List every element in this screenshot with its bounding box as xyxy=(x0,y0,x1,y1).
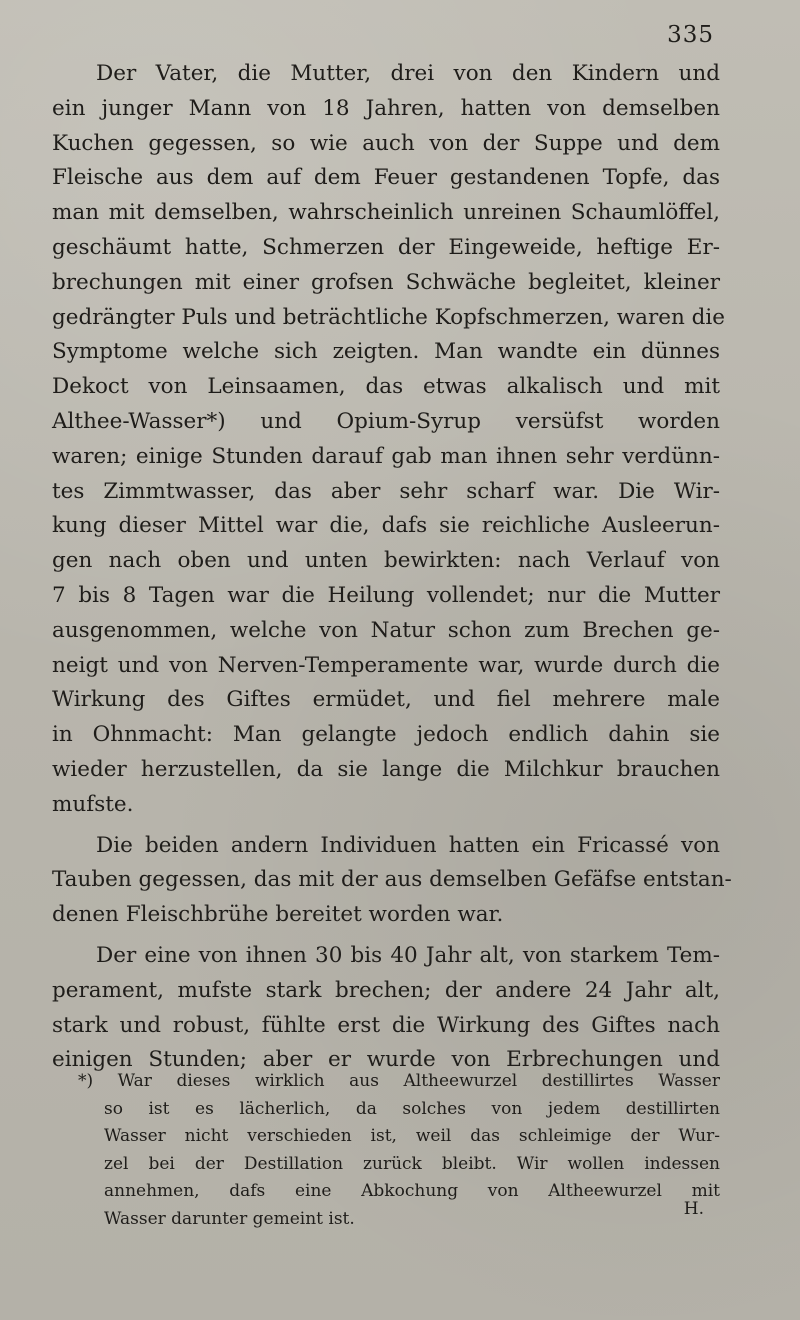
text-line: Symptome welche sich zeigten. Man wandte ein dünnes xyxy=(52,339,720,365)
text-line: tes Zimmtwasser, das aber sehr scharf war. Die Wir- xyxy=(52,478,720,504)
text-line: Kuchen gegessen, so wie auch von der Suppe und dem xyxy=(52,130,720,156)
text-line: Dekoct von Leinsaamen, das etwas alkalisch und mit xyxy=(52,374,720,400)
footnote-line: zel bei der Destillation zurück bleibt. Wir wollen indessen xyxy=(104,1153,720,1174)
text-line: kung dieser Mittel war die, dafs sie reichliche Ausleerun- xyxy=(52,513,720,539)
text-line: geschäumt hatte, Schmerzen der Eingeweide, heftige Er- xyxy=(52,234,720,260)
text-line: Wirkung des Giftes ermüdet, und fiel mehrere male xyxy=(52,687,720,713)
text-line: Tauben gegessen, das mit der aus demselben Gefäfse entstan- xyxy=(52,867,732,893)
text-line: gedrängter Puls und beträchtliche Kopfschmerzen, waren die xyxy=(52,304,726,330)
main-text xyxy=(52,57,732,1078)
text-line: mufste. xyxy=(52,791,134,817)
text-line: neigt und von Nerven-Temperamente war, wurde durch die xyxy=(52,652,720,678)
text-line: brechungen mit einer grofsen Schwäche begleitet, kleiner xyxy=(52,269,720,295)
text-line: ausgenommen, welche von Natur schon zum Brechen ge- xyxy=(52,617,720,643)
text-line: gen nach oben und unten bewirkten: nach Verlauf von xyxy=(52,548,720,574)
footnote xyxy=(78,1068,720,1234)
text-line: Althee-Wasser*) und Opium-Syrup versüfst worden xyxy=(52,408,720,434)
paragraph-1 xyxy=(52,57,726,823)
text-line: Die beiden andern Individuen hatten ein Fricassé von xyxy=(96,832,720,858)
text-line: Der eine von ihnen 30 bis 40 Jahr alt, von starkem Tem- xyxy=(96,942,720,968)
text-line: Der Vater, die Mutter, drei von den Kindern und xyxy=(96,61,720,86)
footnote-line: *) War dieses wirklich aus Altheewurzel destillirtes Wasser xyxy=(78,1071,720,1091)
text-line: Fleische aus dem auf dem Feuer gestandenen Topfe, das xyxy=(52,165,720,191)
page-number: 335 xyxy=(667,22,714,48)
paragraph-3 xyxy=(52,939,720,1078)
footnote-line: Wasser darunter gemeint ist. xyxy=(104,1208,355,1229)
text-line: perament, mufste stark brechen; der andere 24 Jahr alt, xyxy=(52,977,720,1003)
text-line: denen Fleischbrühe bereitet worden war. xyxy=(52,902,504,928)
footnote-signature: H. xyxy=(683,1199,704,1219)
text-line: 7 bis 8 Tagen war die Heilung vollendet; nur die Mutter xyxy=(52,582,720,608)
text-line: wieder herzustellen, da sie lange die Milchkur brauchen xyxy=(52,756,720,782)
footnote-line: annehmen, dafs eine Abkochung von Altheewurzel mit xyxy=(104,1181,720,1202)
text-line: ein junger Mann von 18 Jahren, hatten von demselben xyxy=(52,95,720,121)
text-line: waren; einige Stunden darauf gab man ihnen sehr verdünn- xyxy=(52,443,720,469)
text-line: stark und robust, fühlte erst die Wirkung des Giftes nach xyxy=(52,1012,720,1038)
text-line: in Ohnmacht: Man gelangte jedoch endlich dahin sie xyxy=(52,722,720,748)
footnote-line: so ist es lächerlich, da solches von jedem destillirten xyxy=(104,1098,720,1119)
text-line: man mit demselben, wahrscheinlich unreinen Schaumlöffel, xyxy=(52,200,720,226)
footnote-line: Wasser nicht verschieden ist, weil das schleimige der Wur- xyxy=(104,1126,720,1147)
paragraph-2 xyxy=(52,829,732,933)
text-line: einigen Stunden; aber er wurde von Erbrechungen und xyxy=(52,1047,720,1073)
